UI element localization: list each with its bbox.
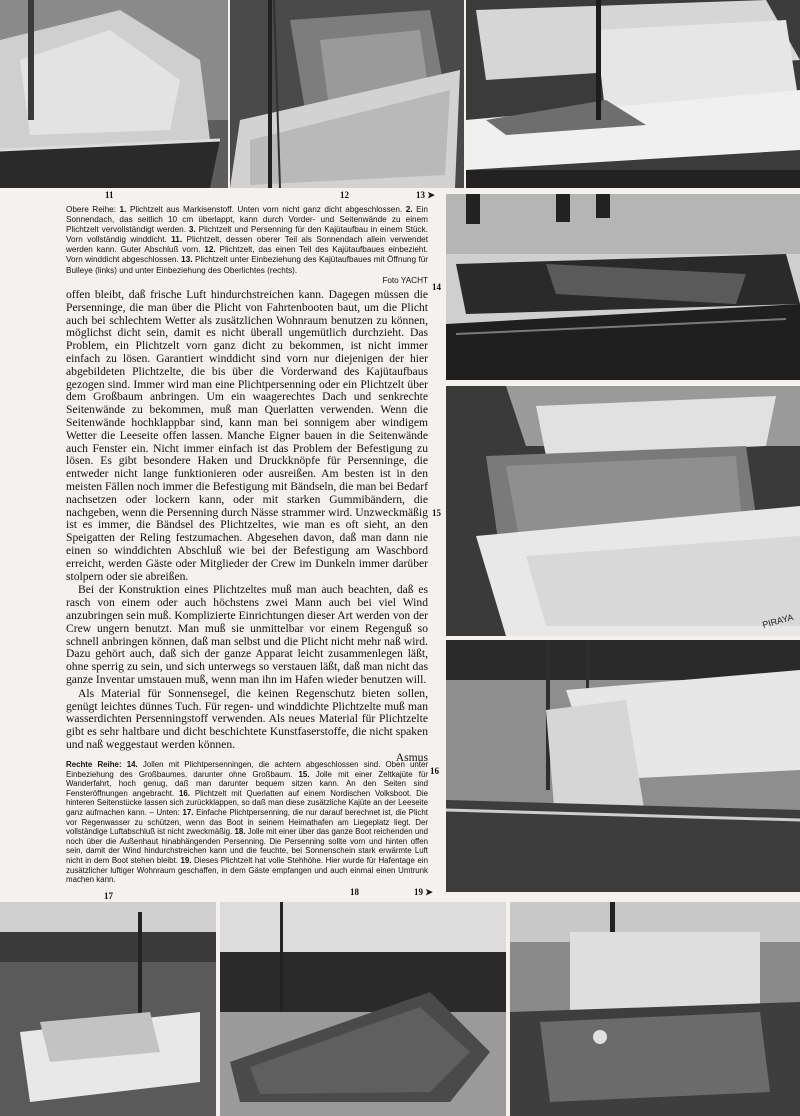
photo-18	[220, 902, 506, 1116]
photo-number-13: 13 ➤	[416, 190, 435, 200]
photo-17	[0, 902, 216, 1116]
arrow-icon: ➤	[427, 190, 435, 200]
photo-15	[446, 386, 800, 636]
caption-right-lead: Rechte Reihe:	[66, 760, 122, 769]
caption-top: Obere Reihe: 1. Plichtzelt aus Markisenstoff. Unten vorn nicht ganz dicht abgeschlossen. 2. Ein Sonnendach, das seitlich 10 cm überlappt, kann durch Vorder- und Seitenwände zu einem Plichtzelt vervollständigt werden. 3. Plichtzelt und Persenning für den Kajütaufbau in einem Stück. Vorn vollständig winddicht. 11. Plichtzelt, dessen oberer Teil als Sonnendach allein verwendet werden kann. Guter Abschluß vorn. 12. Plichtzelt, das einen Teil des Kajütaufbaues einbezieht. Vorn winddicht abgeschlossen. 13. Plichtzelt unter Einbeziehung des Kajütaufbaues mit Öffnung für Bulleye (links) und unter Einbeziehung des Oberlichtes (rechts). Foto YACHT	[66, 205, 429, 285]
photo-16	[446, 640, 800, 892]
photo-14	[446, 194, 800, 380]
body-paragraph-2: Bei der Konstruktion eines Plichtzeltes muß man auch beachten, daß es rasch von einem oder auch höchstens zwei Mann auch bei viel Wind anzubringen sein muß. Komplizierte Einrichtungen dieser Art werden von der Crew ungern benutzt. Man muß sie unmittelbar vor einem Regenguß so schnell anbringen können, daß man selbst und die Plicht nicht mehr naß wird. Dazu gehört auch, daß sich der ganze Apparat leicht zusammenlegen läßt, ohne sperrig zu sein, und sich unterwegs so verstauen läßt, daß man nicht das ganze Inventar umstauen muß, wenn man ihn im Hafen wieder benutzen will.	[66, 583, 428, 686]
photo-number-15: 15	[432, 508, 441, 518]
author-signature: Asmus	[395, 750, 428, 764]
photo-11	[0, 0, 228, 188]
photo-number-12: 12	[340, 190, 349, 200]
photo-number-18: 18	[350, 887, 359, 897]
photo-number-16: 16	[430, 766, 439, 776]
caption-right: Rechte Reihe: 14. Jollen mit Plichtpersenningen, die achtern abgeschlossen sind. Oben unter Einbeziehung des Großbaumes, darunter ohne Großbaum. 15. Jolle mit einer Zeltkajüte für Wanderfahrt, hoch genug, daß man darunter bequem sitzen kann. An den Seiten sind Fensteröffnungen angebracht. 16. Plichtzelt mit Querlatten auf einem Nordischen Volksboot. Die hinteren Seitenstücke lassen sich zurückklappen, so daß man diese zusätzliche Kajüte an der Leeseite ganz aufmachen kann. – Unten: 17. Einfache Plichtpersenning, die nur darauf berechnet ist, die Plicht vor Regenwasser zu schützen, wenn das Boot in seinem Heimathafen am Liegeplatz liegt. Der vollständige Luftabschluß ist nicht zweckmäßig. 18. Jolle mit einer über das ganze Boot reichenden und noch über die Außenhaut hinabhängenden Persenning. Die Persenning sollte vorn und hinten offen sein, damit der Wind hindurchstreichen kann und die feuchte, bei Sonnenschein stark erwärmte Luft nicht in dem Boot stehen bleibt. 19. Dieses Plichtzelt hat volle Stehhöhe. Hier wurde für Hafentage ein zusätzlicher luftiger Wohnraum geschaffen, in dem Gäste empfangen und auch einmal einen Umtrunk machen kann.	[66, 760, 428, 885]
body-paragraph-3: Als Material für Sonnensegel, die keinen Regenschutz bieten sollen, genügt leichtes dünnes Tuch. Für regen- und winddichte Plichtzelte muß man wasserdichten Persenningstoff verwenden. Als neues Material für Plichtzelte gibt es sehr haltbare und dicht beschichtete Kunstfaserstoffe, die nicht spaken und naß weggestaut werden können.	[66, 686, 428, 751]
body-paragraph-1: offen bleibt, daß frische Luft hindurchstreichen kann. Dagegen müssen die Persenninge, die man über die Plicht von Fahrtenbooten baut, um die Plicht auch bei schlechtem Wetter als zusätzlichen Wohnraum benutzen zu können, möglichst dicht sein, damit es nicht überall ungemütlich durchzieht. Das Problem, ein Plichtzelt vorn ganz dicht zu bekommen, ist nicht immer einfach zu lösen. Garantiert winddicht sind vorn nur diejenigen der hier abgebildeten Plichtzelte, die bis über die Vorderwand des Kajütaufbaus gezogen sind. Immer wird man eine Plichtpersenning oder ein Plichtzelt über dem Großbaum anbringen. Um ein waagerechtes Dach und senkrechte Seitenwände zu bekommen, muß man Querlatten verwenden. Wenn die Seitenwände hochklappbar sind, kann man bei sonnigem aber windigem Wetter die Leeseite offen lassen. Manche Eigner bauen in die Seitenwände auch Fenster ein. Nicht immer einfach ist das Problem der Befestigung zu lösen. Es gibt besondere Haken und Druckknöpfe für Persenninge, die entweder nicht lange funktionieren oder ausreißen. Am besten ist in den meisten Fällen noch immer die Befestigung mit Bändseln, die man bei Bedarf nachsetzen oder lockern kann, oder mit starken Gummibändern, die nachgeben, wenn die Persenning durch Nässe strammer wird. Unzweckmäßig ist es immer, die Bändsel des Plichtzeltes, wie man es oft sieht, an den Speigatten der Reling festzumachen. Abgesehen davon, daß man dann nie einen so winddichten Abschluß wie bei der Befestigung am Waschbord erreicht, werden Gäste oder Mitglieder der Crew im Dunkeln immer darüber stolpern oder sie abreißen.	[66, 288, 428, 583]
photo-number-17: 17	[104, 891, 113, 901]
boat-name: PIRAYA	[761, 612, 795, 630]
photo-credit: Foto YACHT	[382, 275, 428, 285]
photo-13	[466, 0, 800, 188]
caption-bottom-lead: Unten:	[156, 807, 180, 817]
photo-number-14: 14	[432, 282, 441, 292]
photo-12	[230, 0, 464, 188]
photo-19	[510, 902, 800, 1116]
article-body	[66, 289, 428, 764]
arrow-icon: ➤	[425, 887, 433, 897]
photo-number-11: 11	[105, 190, 114, 200]
caption-top-lead: Obere Reihe:	[66, 205, 116, 214]
photo-number-19: 19 ➤	[414, 887, 433, 897]
